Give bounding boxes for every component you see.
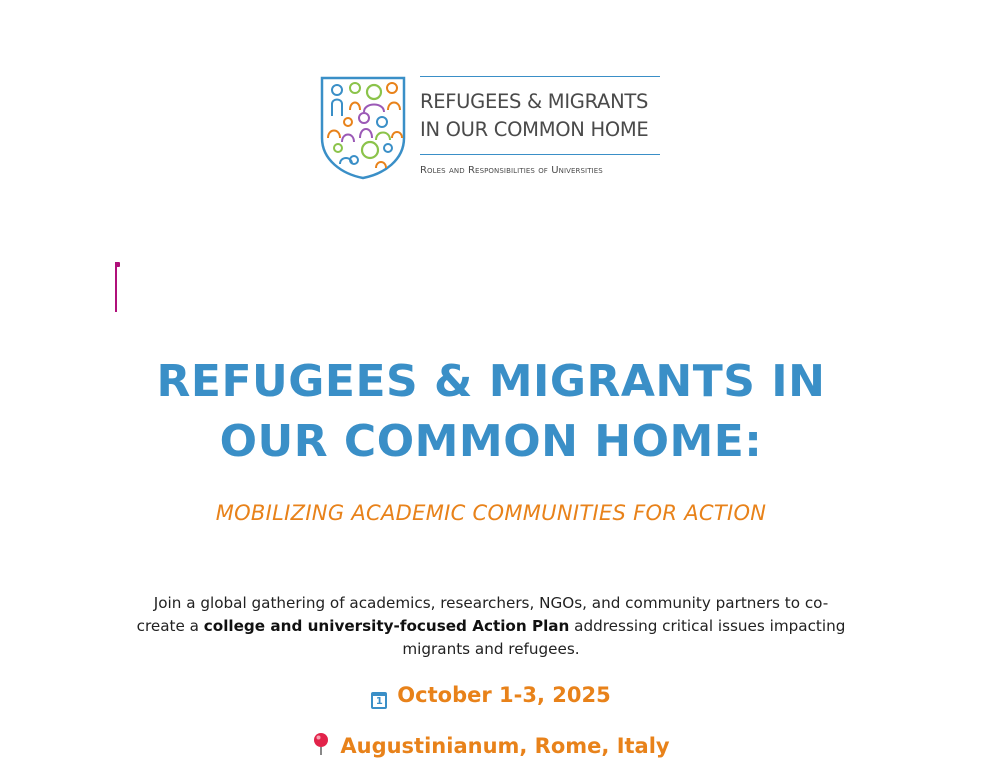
calendar-icon: 1 [371,692,387,709]
description-part-2: addressing critical issues impacting migrants and refugees. [402,617,846,658]
event-location: Augustinianum, Rome, Italy [340,734,670,758]
logo-line-1: REFUGEES & MIGRANTS [420,90,649,113]
text-cursor [115,262,117,312]
logo-line-2: IN OUR COMMON HOME [420,118,649,141]
page-subtitle: MOBILIZING ACADEMIC COMMUNITIES FOR ACTION [215,501,767,525]
event-date: October 1-3, 2025 [397,683,611,707]
event-description [130,592,852,661]
shield-logo-icon [320,76,406,180]
logo-rule-top [420,76,660,77]
title-line-2: OUR COMMON HOME: [219,416,763,467]
event-date-row [0,683,982,709]
event-location-row [0,732,982,758]
title-line-1: REFUGEES & MIGRANTS IN [156,356,826,407]
logo-tagline: Roles and Responsibilities of Universities [420,165,603,176]
pin-icon [312,732,330,756]
description-bold: college and university-focused Action Plan [203,617,570,635]
page-title [0,352,982,472]
description-part-1: Join a global gathering of academics, researchers, NGOs, and community partners to co-create a [136,594,829,635]
logo [320,76,665,180]
logo-rule-bottom [420,154,660,155]
